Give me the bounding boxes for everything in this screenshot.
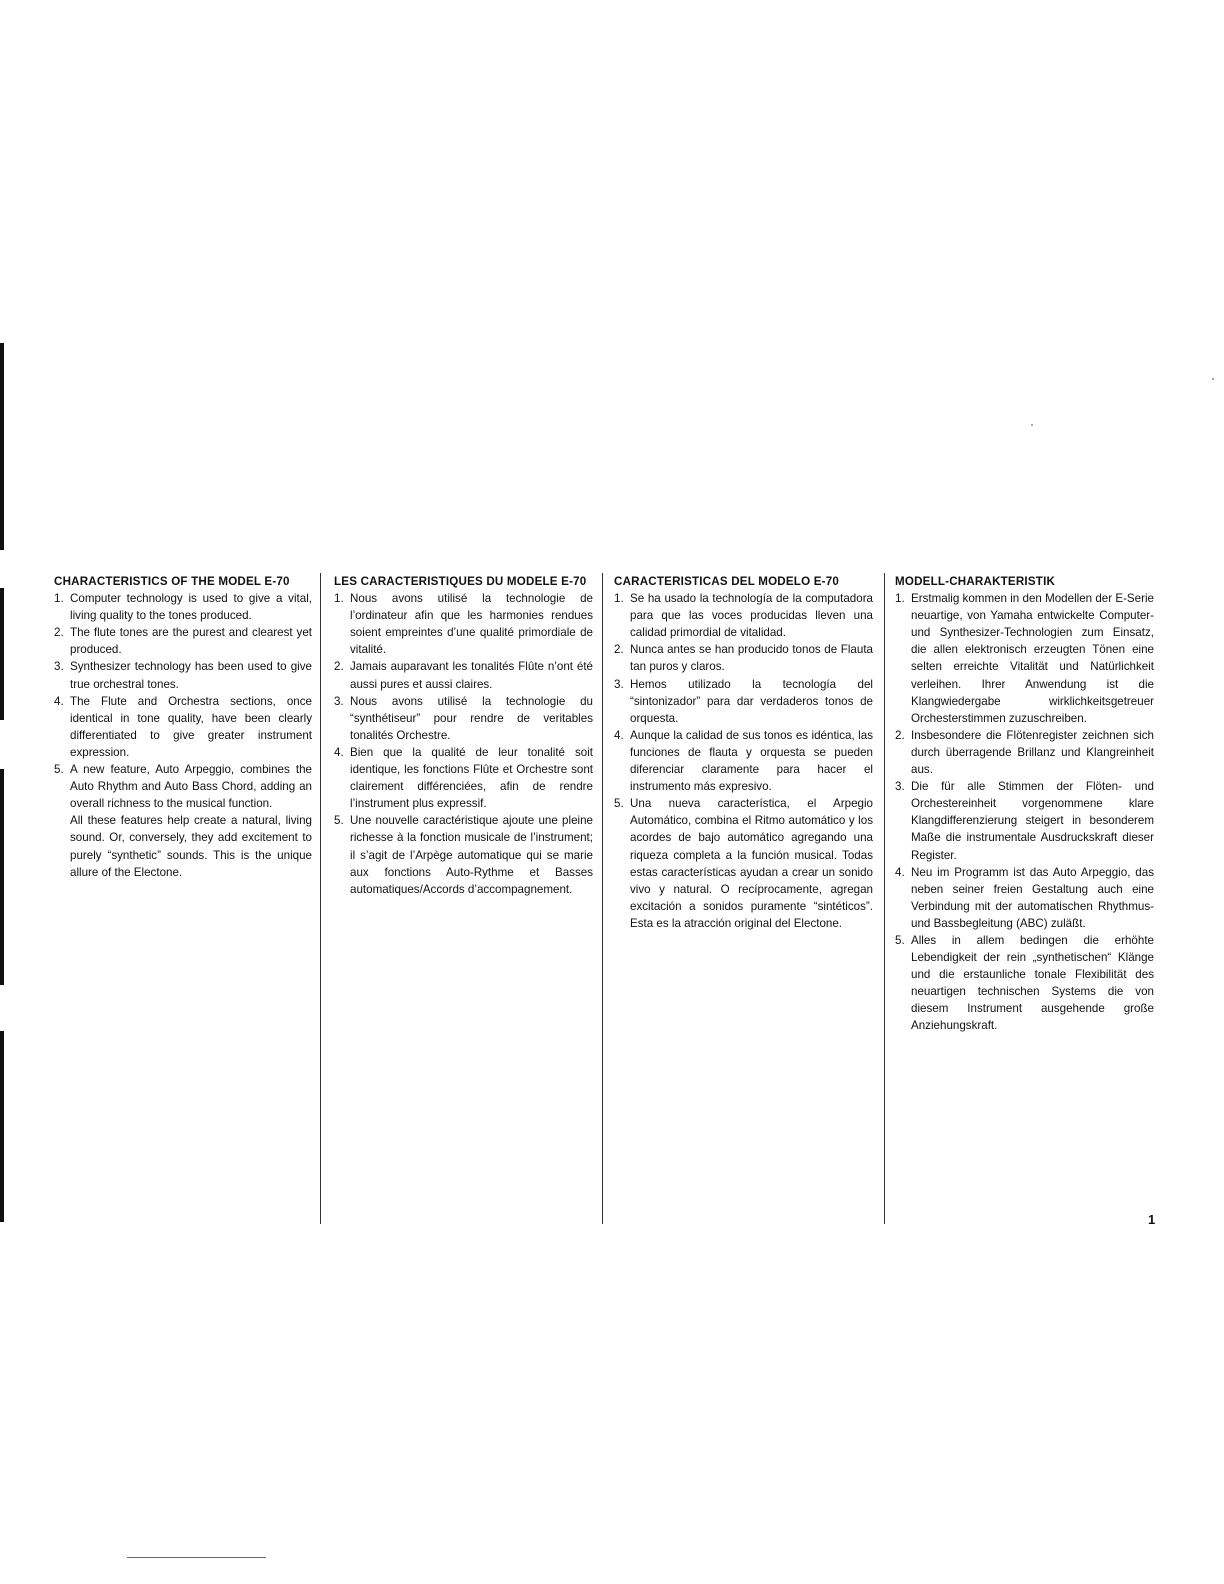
scan-edge-mark (0, 343, 4, 550)
item-text: Jamais auparavant les tonalités Flûte n’ont été aussi pures et aussi claires. (350, 660, 593, 691)
item-text: Bien que la qualité de leur tonalité soit identique, les fonctions Flûte et Orchestre sont clairement différenciées, afin de rendre l’instrument plus expressif. (350, 745, 593, 811)
column-divider (320, 573, 321, 1224)
list-item (334, 658, 593, 692)
list-item (334, 812, 593, 897)
list-item (54, 624, 312, 658)
feature-list (614, 590, 873, 932)
scan-edge-mark (0, 588, 4, 720)
column-divider (602, 573, 603, 1224)
list-item (334, 693, 593, 744)
list-item (614, 641, 873, 675)
item-number: 3. (334, 694, 344, 708)
column-divider (884, 573, 885, 1224)
item-text: Neu im Programm ist das Auto Arpeggio, das neben seiner freien Gestaltung auch eine Verbindung mit der automatischen Rhythmus- und Bassbegleitung (ABC) zuläßt. (911, 865, 1154, 930)
item-number: 4. (895, 865, 905, 879)
scan-speck (1031, 424, 1033, 426)
item-text: Die für alle Stimmen der Flöten- und Orchestereinheit vorgenommene klare Klangdifferenzierung steigert in besonderem Maße die instrumentale Ausdruckskraft dieser Register. (911, 780, 1154, 862)
closing-paragraph: All these features help create a natural, living sound. Or, conversely, they add excitement to purely “synthetic” sounds. This is the unique allure of the Electone. (70, 814, 312, 879)
list-item (895, 778, 1154, 863)
item-number: 3. (895, 780, 905, 794)
item-text: The flute tones are the purest and clearest yet produced. (70, 626, 312, 657)
section-heading: MODELL-CHARAKTERISTIK (895, 575, 1056, 588)
section-heading: CHARACTERISTICS OF THE MODEL E-70 (54, 575, 290, 588)
list-item (334, 590, 593, 658)
item-text: Une nouvelle caractéristique ajoute une pleine richesse à la fonction musicale de l’instrument; il s’agit de l’Arpège automatique qui se marie aux fonctions Auto-Rythme et Basses automatiques/Accords d’accompagnement. (350, 814, 593, 896)
item-text: A new feature, Auto Arpeggio, combines the Auto Rhythm and Auto Bass Chord, adding an overall richness to the musical function. (70, 763, 312, 811)
section-heading: LES CARACTERISTIQUES DU MODELE E-70 (334, 575, 587, 588)
item-text: Insbesondere die Flötenregister zeichnen sich durch überragende Brillanz und Klangreinheit aus. (911, 728, 1154, 777)
item-number: 4. (614, 728, 624, 742)
feature-list (334, 590, 593, 898)
item-number: 1. (54, 592, 64, 606)
list-item (895, 932, 1154, 1035)
item-number: 5. (895, 933, 905, 947)
column-german (895, 573, 1154, 1035)
item-number: 2. (54, 626, 64, 640)
item-number: 3. (54, 660, 64, 674)
item-text: Computer technology is used to give a vital, living quality to the tones produced. (70, 592, 312, 623)
column-english (54, 573, 312, 881)
item-number: 2. (334, 660, 344, 674)
item-number: 1. (614, 592, 624, 606)
list-item (895, 864, 1154, 932)
item-text: Nunca antes se han producido tonos de Flauta tan puros y claros. (630, 643, 873, 674)
item-text: Nous avons utilisé la technologie du “synthétiseur” pour rendre de veritables tonalités Orchestre. (350, 694, 593, 742)
column-french (334, 573, 593, 898)
feature-list (54, 590, 312, 812)
item-text: Se ha usado la technología de la computadora para que las voces producidas lleven una calidad primordial de vitalidad. (630, 592, 873, 640)
list-item (614, 676, 873, 727)
list-item (895, 590, 1154, 727)
section-heading: CARACTERISTICAS DEL MODELO E-70 (614, 575, 839, 588)
item-text: Erstmalig kommen in den Modellen der E-Serie neuartige, von Yamaha entwickelte Computer- und Synthesizer-Technologien zum Einsatz, die allen elektronisch erzeugten Tönen eine selten erreichte Vitalität und Natürlichkeit verleihen. Ihrer Anwendung ist die Klangwiedergabe wirklichkeitsgetreuer Orchesterstimmen zuzuschreiben. (911, 592, 1154, 725)
item-number: 2. (895, 728, 905, 742)
list-item (54, 658, 312, 692)
item-number: 1. (334, 592, 344, 606)
scan-speck (1212, 378, 1214, 380)
list-item (895, 727, 1154, 778)
list-item (614, 590, 873, 641)
footer-rule (127, 1557, 266, 1558)
item-number: 5. (614, 797, 624, 811)
item-number: 2. (614, 643, 624, 657)
list-item (334, 744, 593, 812)
scan-edge-mark (0, 1031, 4, 1222)
list-item (54, 590, 312, 624)
item-number: 4. (334, 745, 344, 759)
item-number: 5. (334, 814, 344, 828)
item-text: Hemos utilizado la tecnología del “sintonizador” para dar verdaderos tonos de orquesta. (630, 677, 873, 725)
list-item (614, 727, 873, 795)
list-item (54, 761, 312, 812)
item-number: 1. (895, 592, 905, 606)
item-text: Alles in allem bedingen die erhöhte Lebendigkeit der rein „synthetischen“ Klänge und die erstaunliche tonale Flexibilität des neuartigen technischen Systems die von diesem Instrument ausgehende große Anziehungskraft. (911, 933, 1154, 1033)
item-text: Synthesizer technology has been used to give true orchestral tones. (70, 660, 312, 691)
column-spanish (614, 573, 873, 932)
list-item (54, 693, 312, 761)
item-text: Aunque la calidad de sus tonos es idéntica, las funciones de flauta y orquesta se pueden diferenciar claramente para hacer el instrumento más expresivo. (630, 728, 873, 794)
scan-edge-mark (0, 769, 4, 985)
feature-list (895, 590, 1154, 1034)
item-number: 5. (54, 763, 64, 777)
list-item (614, 795, 873, 932)
item-text: Una nueva característica, el Arpegio Automático, combina el Ritmo automático y los acordes de bajo automático agregando una riqueza completa a la función musical. Todas estas características ayudan a crear un sonido vivo y natural. O recíprocamente, agregan excitación a sonidos puramente “sintéticos”. Esta es la atracción original del Electone. (630, 797, 873, 930)
item-text: The Flute and Orchestra sections, once identical in tone quality, have been clearly differentiated to give greater instrument expression. (70, 694, 312, 759)
page-number: 1 (1148, 1212, 1156, 1227)
item-number: 4. (54, 694, 64, 708)
item-text: Nous avons utilisé la technologie de l’ordinateur afin que les harmonies rendues soient empreintes d’une qualité primordiale de vitalité. (350, 592, 593, 657)
item-number: 3. (614, 677, 624, 691)
